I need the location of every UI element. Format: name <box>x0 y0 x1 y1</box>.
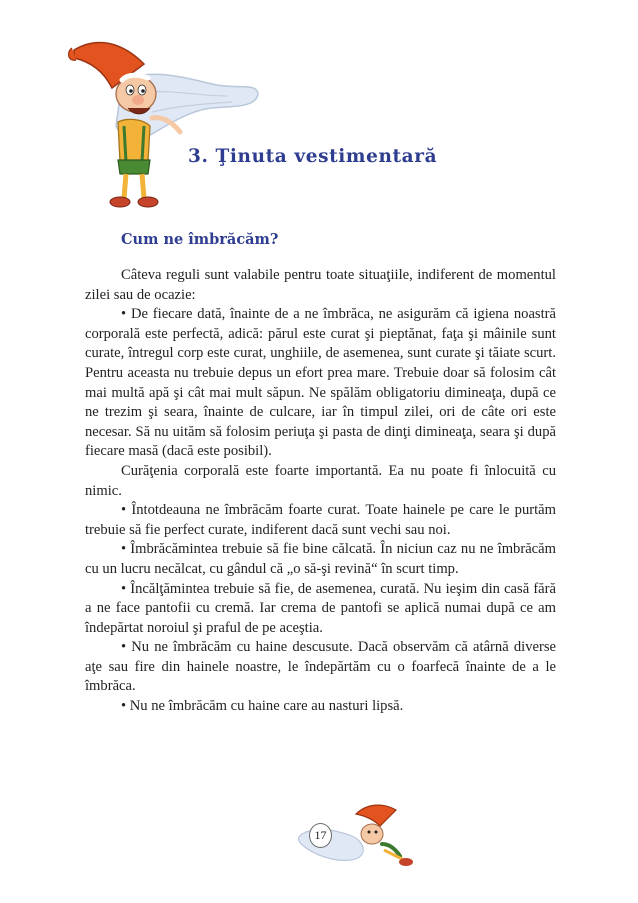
paragraph-clean-clothes: • Întotdeauna ne îmbrăcăm foarte curat. Toate hainele pe care le purtăm trebuie să fie perfect curate, indiferent dacă sunt vechi sau noi. <box>85 502 556 538</box>
body-text <box>85 266 556 717</box>
section-heading: Cum ne îmbrăcăm? <box>121 231 279 248</box>
paragraph-seams: • Nu ne îmbrăcăm cu haine descusute. Dacă observăm că atârnă diverse aţe sau fire din hainele noastre, le îndepărtăm cu o foarfecă înainte de a le îmbrăca. <box>85 639 556 695</box>
gnome-illustration-icon <box>52 22 262 212</box>
paragraph-cleanliness: Curăţenia corporală este foarte importantă. Ea nu poate fi înlocuită cu nimic. <box>85 462 556 499</box>
page-number: 17 <box>309 823 332 848</box>
paragraph-shoes: • Încălţămintea trebuie să fie, de asemenea, curată. Nu ieşim din casă fără a ne face pantofii cu cremă. Iar crema de pantofi se aplică numai după ce am îndepărtat noroiul şi praful de pe aceştia. <box>85 580 556 636</box>
paragraph-ironed: • Îmbrăcămintea trebuie să fie bine călcată. În niciun caz nu ne îmbrăcăm cu un lucru necălcat, cu gândul că „o să-şi revină“ în scurt timp. <box>85 541 556 577</box>
paragraph-hygiene: • De fiecare dată, înainte de a ne îmbrăca, ne asigurăm că igiena noastră corporală este perfectă, adică: părul este curat şi pieptănat, faţa şi mâinile sunt curate, întregul corp este curat, unghiile, de asemenea, sunt curate şi tăiate scurt. Pentru aceasta nu trebuie depus un efort prea mare. Trebuie doar să folosim cât mai multă apă şi cât mai mult săpun. Ne spălăm obligatoriu dimineaţa, după ce ne trezim şi seara, înainte de culcare, iar în timpul zilei, ori de câte ori este necesar. Să nu uităm să folosim periuţa şi pasta de dinţi dimineaţa, seara şi după fiecare masă (dacă este posibil). <box>85 306 556 460</box>
chapter-title: 3. Ţinuta vestimentară <box>188 146 438 167</box>
paragraph-intro: Câteva reguli sunt valabile pentru toate situaţiile, indiferent de momentul zilei sau de ocazie: <box>85 267 556 303</box>
paragraph-buttons: • Nu ne îmbrăcăm cu haine care au nasturi lipsă. <box>121 698 404 715</box>
